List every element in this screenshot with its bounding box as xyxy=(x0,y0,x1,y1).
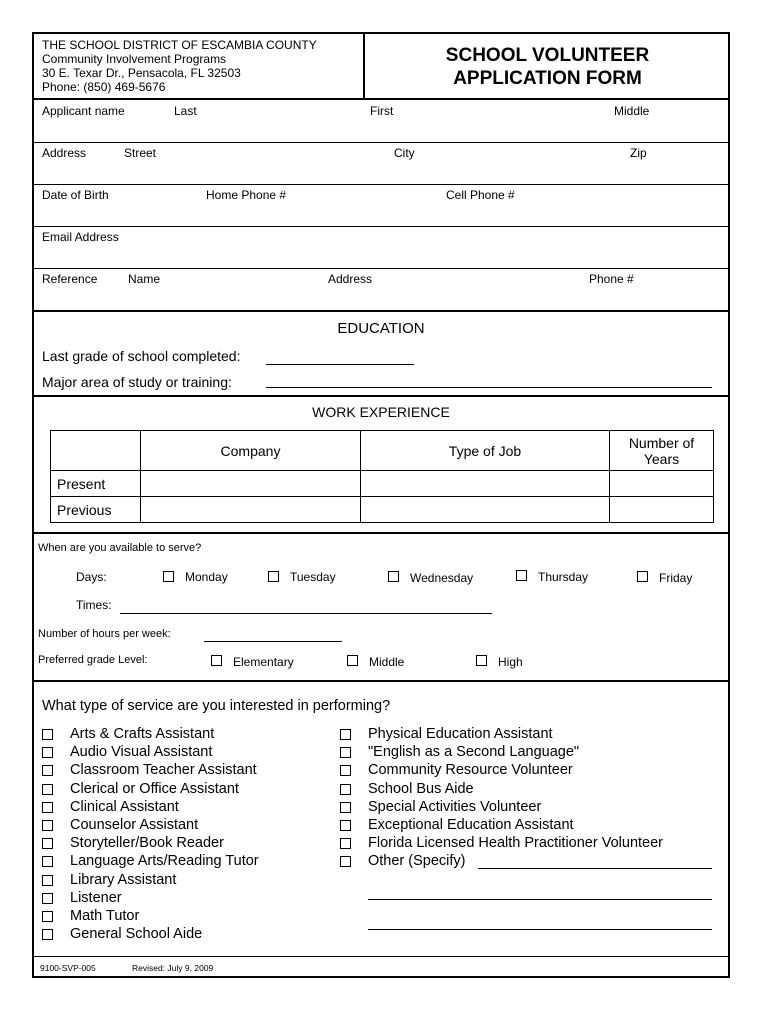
email-label: Email Address xyxy=(42,230,119,244)
address-label: Address xyxy=(42,146,87,160)
org-dept: Community Involvement Programs xyxy=(42,52,227,66)
form-code: 9100-SVP-005 xyxy=(40,963,96,973)
middle-checkbox[interactable] xyxy=(347,655,358,666)
other-specify-line[interactable] xyxy=(478,868,712,869)
service-label: Special Activities Volunteer xyxy=(368,798,542,815)
org-name: THE SCHOOL DISTRICT OF ESCAMBIA COUNTY xyxy=(42,38,317,52)
elementary-checkbox[interactable] xyxy=(211,655,222,666)
service-option[interactable] xyxy=(42,852,342,870)
service-label: Clerical or Office Assistant xyxy=(70,780,239,797)
divider xyxy=(34,532,728,534)
hours-line[interactable] xyxy=(204,641,342,642)
divider xyxy=(34,142,728,143)
service-label: Library Assistant xyxy=(70,871,177,888)
middle-label: Middle xyxy=(369,655,405,669)
present-years-cell[interactable] xyxy=(610,471,714,497)
tuesday-checkbox[interactable] xyxy=(268,571,279,582)
service-option[interactable] xyxy=(42,834,342,852)
wednesday-label: Wednesday xyxy=(410,571,474,585)
monday-checkbox[interactable] xyxy=(163,571,174,582)
divider xyxy=(34,184,728,185)
high-checkbox[interactable] xyxy=(476,655,487,666)
service-checkbox[interactable] xyxy=(42,747,53,758)
divider xyxy=(34,680,728,682)
years-header: Number of Years xyxy=(610,431,714,471)
service-checkbox[interactable] xyxy=(42,893,53,904)
reference-phone-label: Phone # xyxy=(589,272,634,286)
elementary-label: Elementary xyxy=(233,655,294,669)
divider xyxy=(34,956,728,957)
service-checkbox[interactable] xyxy=(42,729,53,740)
service-label: Exceptional Education Assistant xyxy=(368,816,574,833)
title-line-2: APPLICATION FORM xyxy=(453,68,642,89)
wednesday-checkbox[interactable] xyxy=(388,571,399,582)
thursday-checkbox[interactable] xyxy=(516,570,527,581)
service-option[interactable] xyxy=(42,725,342,743)
previous-job-cell[interactable] xyxy=(361,497,610,523)
service-checkbox[interactable] xyxy=(340,856,351,867)
service-checkbox[interactable] xyxy=(42,802,53,813)
service-checkbox[interactable] xyxy=(340,747,351,758)
service-checkbox[interactable] xyxy=(340,765,351,776)
service-question: What type of service are you interested in performing? xyxy=(42,698,391,714)
last-name-label: Last xyxy=(174,104,197,118)
days-label: Days: xyxy=(76,570,107,584)
city-label: City xyxy=(394,146,415,160)
home-phone-label: Home Phone # xyxy=(206,188,287,202)
friday-label: Friday xyxy=(659,571,693,585)
hours-label: Number of hours per week: xyxy=(38,628,171,640)
service-option[interactable] xyxy=(42,907,342,925)
title-line-1: SCHOOL VOLUNTEER xyxy=(445,45,650,66)
service-label: Clinical Assistant xyxy=(70,798,179,815)
service-option[interactable] xyxy=(340,816,720,834)
applicant-name-label: Applicant name xyxy=(42,104,125,118)
service-label: "English as a Second Language" xyxy=(368,744,580,761)
service-option[interactable] xyxy=(42,871,342,889)
service-option[interactable] xyxy=(340,761,720,779)
reference-name-label: Name xyxy=(128,272,161,286)
service-option[interactable] xyxy=(42,816,342,834)
education-heading: EDUCATION xyxy=(337,320,425,337)
previous-years-cell[interactable] xyxy=(610,497,714,523)
other-extra-line-2[interactable] xyxy=(368,929,712,930)
divider xyxy=(34,310,728,312)
reference-label: Reference xyxy=(42,272,98,286)
first-name-label: First xyxy=(370,104,394,118)
service-checkbox[interactable] xyxy=(42,929,53,940)
service-checkbox[interactable] xyxy=(42,820,53,831)
divider xyxy=(34,268,728,269)
present-company-cell[interactable] xyxy=(141,471,361,497)
service-checkbox[interactable] xyxy=(340,784,351,795)
times-label: Times: xyxy=(76,598,112,612)
service-option[interactable] xyxy=(340,798,720,816)
job-type-header: Type of Job xyxy=(361,431,610,471)
dob-label: Date of Birth xyxy=(42,188,109,202)
service-checkbox[interactable] xyxy=(42,765,53,776)
service-list-right xyxy=(340,725,720,871)
work-heading: WORK EXPERIENCE xyxy=(312,404,450,420)
grade-level-label: Preferred grade Level: xyxy=(38,654,148,666)
middle-name-label: Middle xyxy=(614,104,650,118)
other-extra-line-1[interactable] xyxy=(368,899,712,900)
service-checkbox[interactable] xyxy=(42,856,53,867)
friday-checkbox[interactable] xyxy=(637,571,648,582)
service-checkbox[interactable] xyxy=(42,784,53,795)
service-label: Community Resource Volunteer xyxy=(368,762,573,779)
service-label: Audio Visual Assistant xyxy=(70,744,213,761)
service-option[interactable] xyxy=(340,780,720,798)
service-option[interactable] xyxy=(42,743,342,761)
service-option[interactable] xyxy=(42,889,342,907)
service-option[interactable] xyxy=(42,925,342,943)
monday-label: Monday xyxy=(185,570,228,584)
service-checkbox[interactable] xyxy=(42,911,53,922)
reference-address-label: Address xyxy=(328,272,373,286)
divider xyxy=(34,226,728,227)
org-info xyxy=(42,38,317,94)
service-option[interactable] xyxy=(340,725,720,743)
thursday-label: Thursday xyxy=(538,570,589,584)
service-option[interactable] xyxy=(42,761,342,779)
last-grade-line[interactable] xyxy=(266,364,414,365)
service-label: Classroom Teacher Assistant xyxy=(70,762,257,779)
application-form xyxy=(32,32,730,978)
service-label: Physical Education Assistant xyxy=(368,726,553,742)
divider xyxy=(34,395,728,397)
street-label: Street xyxy=(124,146,157,160)
service-label: Other (Specify) xyxy=(368,853,466,870)
availability-question: When are you available to serve? xyxy=(38,542,202,554)
form-title xyxy=(365,44,730,90)
last-grade-label: Last grade of school completed: xyxy=(42,348,241,364)
service-option[interactable] xyxy=(340,743,720,761)
service-label: Florida Licensed Health Practitioner Volunteer xyxy=(368,835,663,852)
cell-phone-label: Cell Phone # xyxy=(446,188,515,202)
service-label: Arts & Crafts Assistant xyxy=(70,726,215,742)
service-label: General School Aide xyxy=(70,926,203,943)
service-checkbox[interactable] xyxy=(340,838,351,849)
service-label: Storyteller/Book Reader xyxy=(70,835,224,852)
service-checkbox[interactable] xyxy=(42,838,53,849)
service-label: Math Tutor xyxy=(70,907,140,924)
revised-date: Revised: July 9, 2009 xyxy=(132,963,214,973)
org-phone: Phone: (850) 469-5676 xyxy=(42,80,166,94)
service-option[interactable] xyxy=(42,780,342,798)
row-label-present: Present xyxy=(51,471,141,497)
times-line[interactable] xyxy=(120,613,492,614)
tuesday-label: Tuesday xyxy=(290,570,336,584)
service-option[interactable] xyxy=(340,834,720,852)
service-checkbox[interactable] xyxy=(340,820,351,831)
major-label: Major area of study or training: xyxy=(42,374,232,390)
service-list-left xyxy=(42,725,342,943)
service-checkbox[interactable] xyxy=(340,729,351,740)
service-label: Counselor Assistant xyxy=(70,816,199,833)
service-label: Language Arts/Reading Tutor xyxy=(70,853,259,870)
present-job-cell[interactable] xyxy=(361,471,610,497)
work-header-blank xyxy=(51,431,141,471)
row-label-previous: Previous xyxy=(51,497,141,523)
service-label: School Bus Aide xyxy=(368,780,474,797)
high-label: High xyxy=(498,655,523,669)
zip-label: Zip xyxy=(630,146,647,160)
service-option[interactable] xyxy=(42,798,342,816)
major-line[interactable] xyxy=(266,387,712,388)
service-label: Listener xyxy=(70,889,122,906)
previous-company-cell[interactable] xyxy=(141,497,361,523)
work-table xyxy=(50,430,714,523)
service-checkbox[interactable] xyxy=(340,802,351,813)
company-header: Company xyxy=(141,431,361,471)
service-checkbox[interactable] xyxy=(42,875,53,886)
org-address: 30 E. Texar Dr., Pensacola, FL 32503 xyxy=(42,66,241,80)
header-bottom-line xyxy=(34,98,728,100)
